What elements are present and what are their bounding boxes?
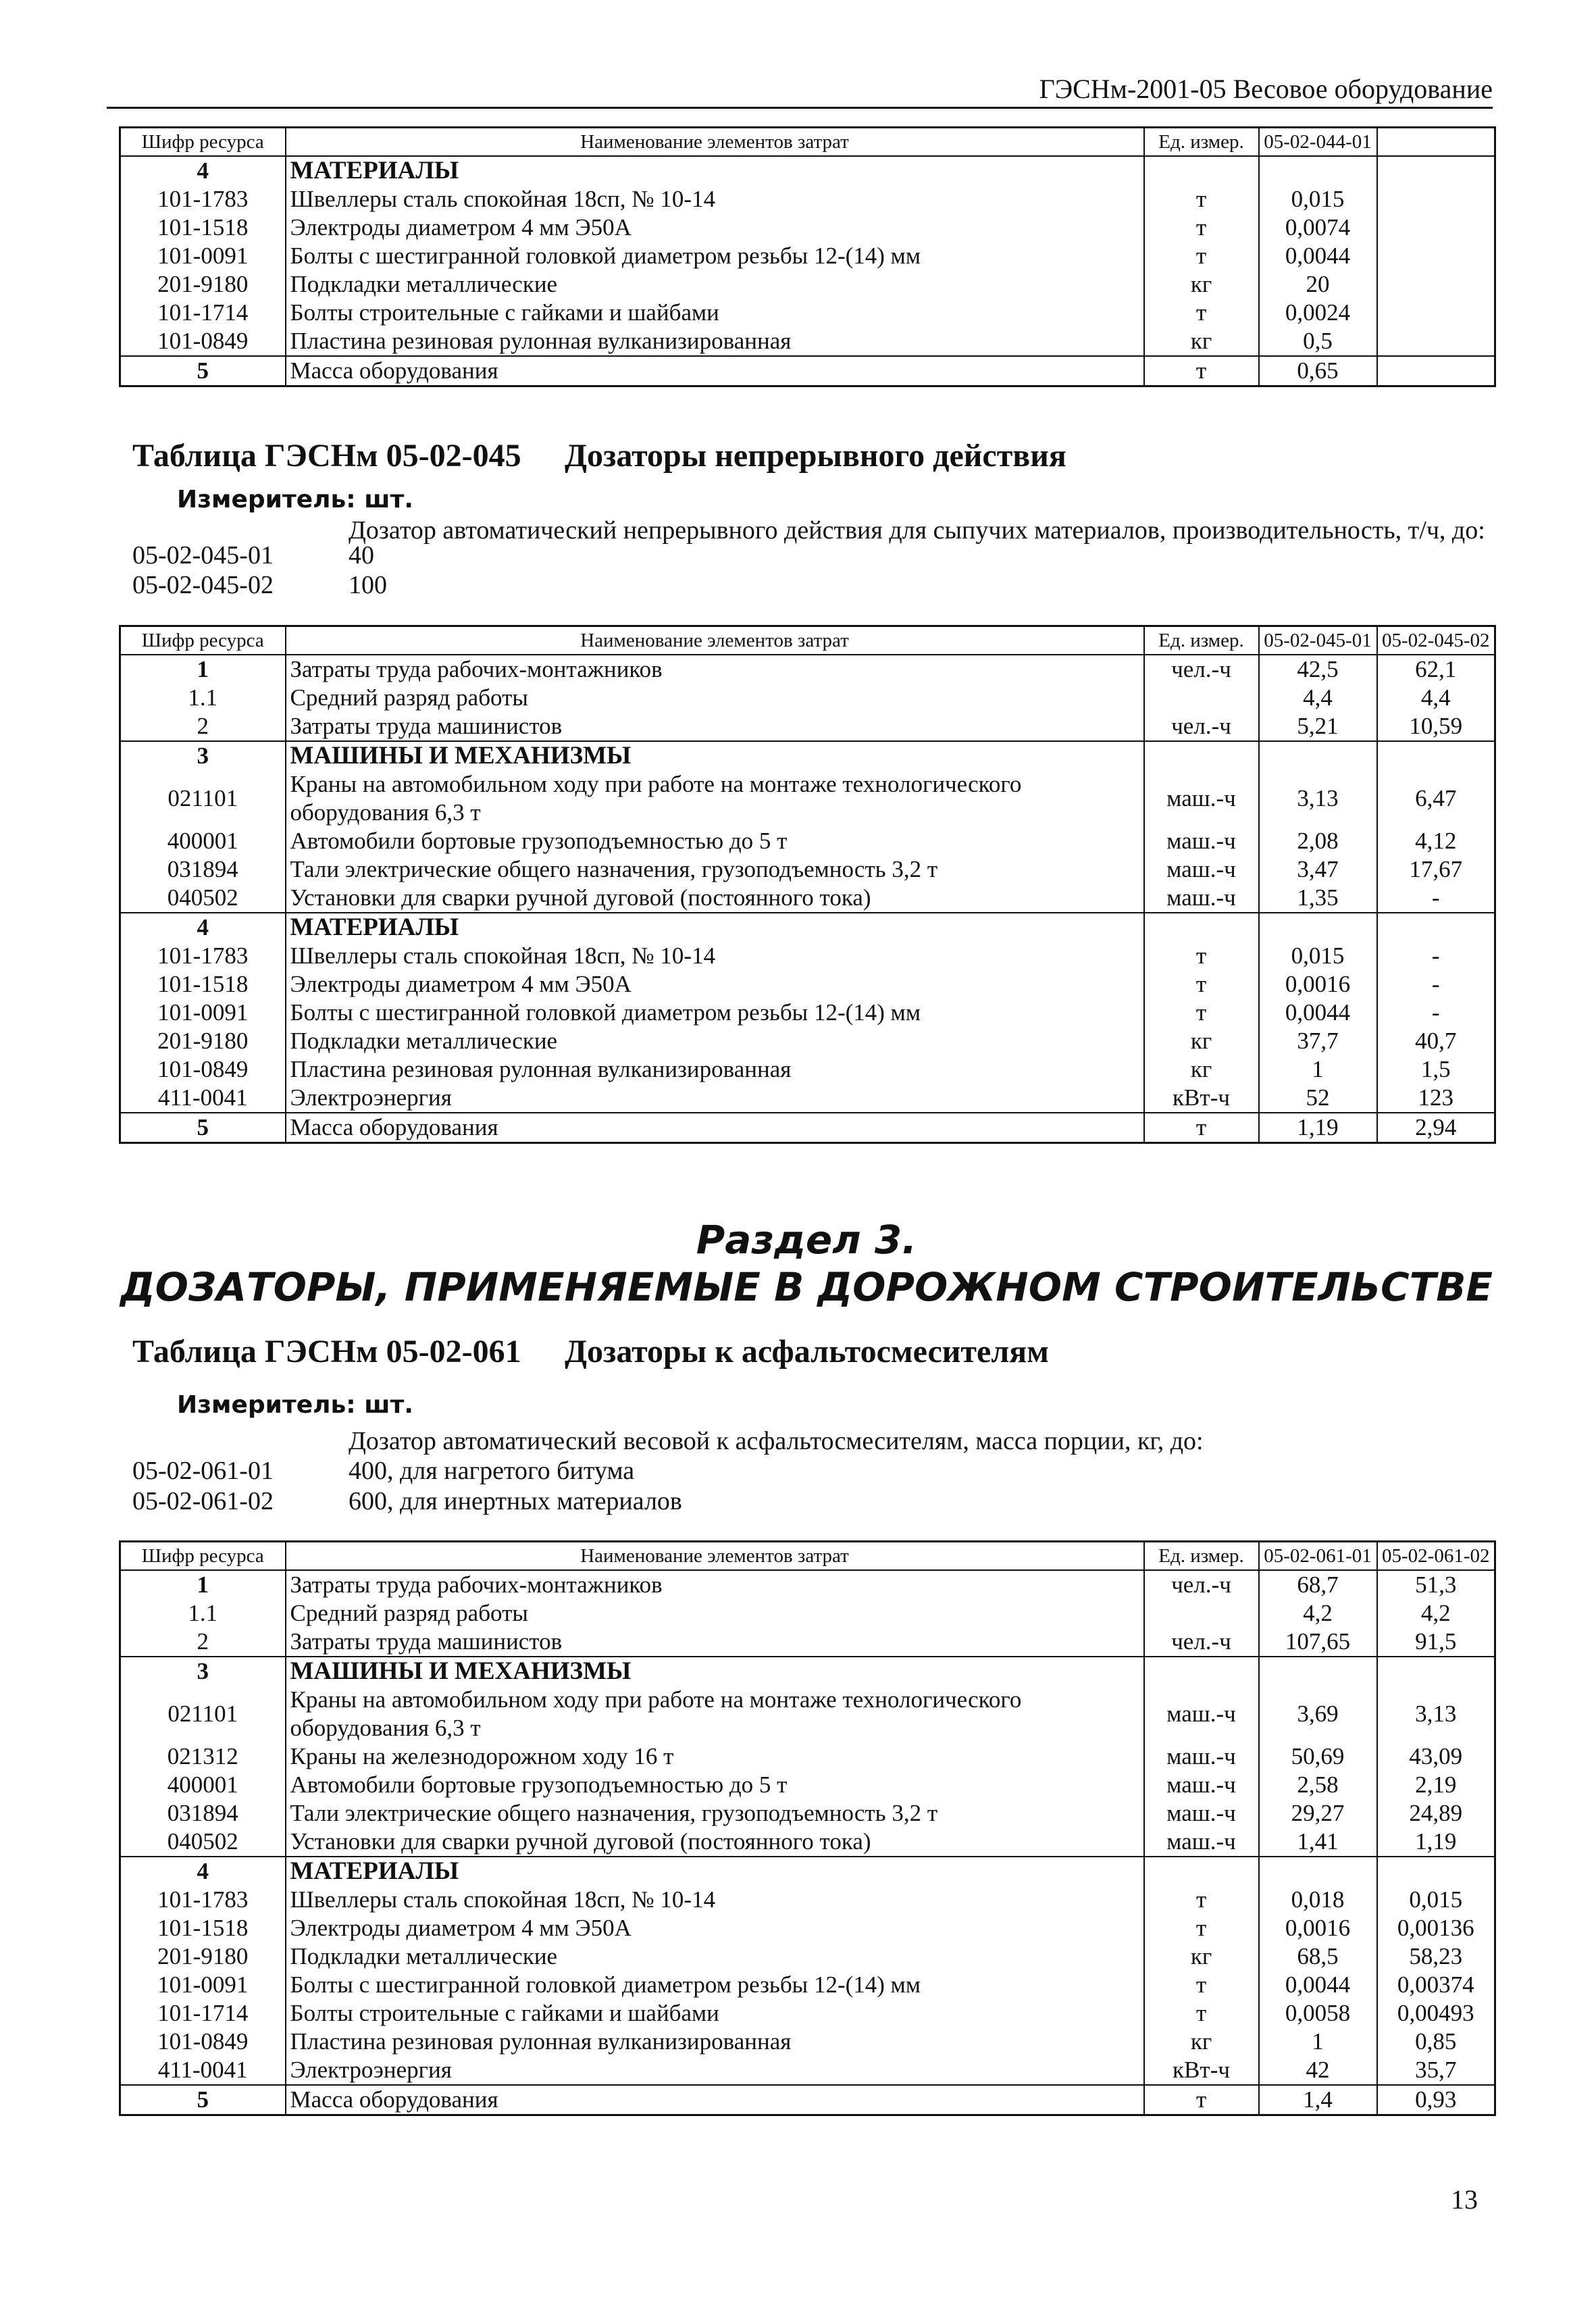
table-row (120, 1599, 1495, 1628)
cell-name: Электроэнергия (286, 2056, 1144, 2085)
table-row (120, 999, 1495, 1027)
cell-value-1 (1259, 1657, 1377, 1686)
cell-value-1: 4,2 (1259, 1599, 1377, 1628)
cell-unit: маш.-ч (1144, 855, 1259, 884)
cell-unit: т (1144, 942, 1259, 970)
cell-value-1: 0,015 (1259, 185, 1377, 213)
cell-value-1: 0,0024 (1259, 299, 1377, 327)
cell-name: Болты с шестигранной головкой диаметром резьбы 12-(14) мм (286, 242, 1144, 270)
cell-code: 040502 (120, 884, 286, 913)
cell-value-1: 1 (1259, 2028, 1377, 2056)
table-row (120, 1657, 1495, 1686)
cell-code: 101-0849 (120, 1055, 286, 1084)
cell-unit (1144, 1657, 1259, 1686)
variant-text: 40 (349, 541, 374, 570)
cell-code: 1.1 (120, 1599, 286, 1628)
cell-value-2: 40,7 (1377, 1027, 1495, 1055)
section-label: Раздел 3. (696, 1217, 917, 1263)
cell-unit: т (1144, 213, 1259, 242)
cell-unit: маш.-ч (1144, 770, 1259, 827)
col-header-empty (1377, 128, 1495, 157)
cell-value-1: 1,35 (1259, 884, 1377, 913)
cell-unit: маш.-ч (1144, 1686, 1259, 1742)
table-061-number: Таблица ГЭСНм 05-02-061 (132, 1334, 521, 1369)
cell-value-2 (1377, 299, 1495, 327)
cell-name: МАТЕРИАЛЫ (286, 156, 1144, 185)
table-row (120, 913, 1495, 942)
cell-code: 021101 (120, 770, 286, 827)
cell-value-2: 2,19 (1377, 1771, 1495, 1799)
variant-code: 05-02-045-02 (132, 571, 274, 599)
cell-value-2: 91,5 (1377, 1628, 1495, 1657)
cell-code: 101-1518 (120, 1914, 286, 1942)
cell-value-1: 1,19 (1259, 1113, 1377, 1143)
cell-unit: маш.-ч (1144, 1771, 1259, 1799)
cell-name: МАТЕРИАЛЫ (286, 913, 1144, 942)
cell-code: 4 (120, 913, 286, 942)
cell-value-1: 0,018 (1259, 1886, 1377, 1914)
cell-value-1: 0,0044 (1259, 999, 1377, 1027)
cell-value-2: - (1377, 999, 1495, 1027)
cell-value-2 (1377, 1857, 1495, 1886)
cell-name: Автомобили бортовые грузоподъемностью до 5 т (286, 1771, 1144, 1799)
cell-value-1: 0,0016 (1259, 970, 1377, 999)
cell-value-2 (1377, 741, 1495, 770)
cell-code: 3 (120, 741, 286, 770)
cell-code: 4 (120, 1857, 286, 1886)
cell-value-1: 107,65 (1259, 1628, 1377, 1657)
cell-code: 101-1783 (120, 185, 286, 213)
cell-unit (1144, 741, 1259, 770)
table-row (120, 2056, 1495, 2085)
cell-name: Краны на автомобильном ходу при работе на монтаже технологического оборудования 6,3 т (286, 770, 1144, 827)
table-row (120, 2028, 1495, 2056)
cell-value-1: 29,27 (1259, 1799, 1377, 1828)
cell-name: Пластина резиновая рулонная вулканизированная (286, 1055, 1144, 1084)
cell-name: Установки для сварки ручной дуговой (постоянного тока) (286, 1828, 1144, 1857)
table-row (120, 1628, 1495, 1657)
cell-value-1: 0,0016 (1259, 1914, 1377, 1942)
cell-unit: маш.-ч (1144, 1799, 1259, 1828)
cell-value-1: 68,7 (1259, 1570, 1377, 1599)
cell-code: 1.1 (120, 684, 286, 712)
cell-value-1 (1259, 156, 1377, 185)
table-061-name: Дозаторы к асфальтосмесителям (565, 1334, 1049, 1369)
cell-code: 040502 (120, 1828, 286, 1857)
table-row (120, 156, 1495, 185)
cell-value-2: 0,85 (1377, 2028, 1495, 2056)
cell-unit: т (1144, 2085, 1259, 2115)
table-row (120, 884, 1495, 913)
table-row (120, 1055, 1495, 1084)
cell-name: Затраты труда рабочих-монтажников (286, 655, 1144, 684)
variant-text: 600, для инертных материалов (349, 1487, 682, 1515)
cell-unit (1144, 913, 1259, 942)
cell-value-1 (1259, 913, 1377, 942)
cell-value-1: 50,69 (1259, 1742, 1377, 1771)
cell-value-2: 62,1 (1377, 655, 1495, 684)
cell-value-1: 1,41 (1259, 1828, 1377, 1857)
cell-name: Электроды диаметром 4 мм Э50А (286, 970, 1144, 999)
cell-value-1: 0,65 (1259, 356, 1377, 386)
cell-name: Тали электрические общего назначения, грузоподъемность 3,2 т (286, 1799, 1144, 1828)
cell-name: Тали электрические общего назначения, грузоподъемность 3,2 т (286, 855, 1144, 884)
cell-value-1: 0,0058 (1259, 1999, 1377, 2028)
cell-name: Подкладки металлические (286, 1027, 1144, 1055)
cell-code: 400001 (120, 1771, 286, 1799)
cell-name: Швеллеры сталь спокойная 18сп, № 10-14 (286, 185, 1144, 213)
cell-value-1: 68,5 (1259, 1942, 1377, 1971)
cell-name: Установки для сварки ручной дуговой (постоянного тока) (286, 884, 1144, 913)
cell-value-1 (1259, 741, 1377, 770)
cell-code: 101-1518 (120, 970, 286, 999)
cell-unit: чел.-ч (1144, 712, 1259, 741)
col-header-unit: Ед. измер. (1144, 1542, 1259, 1571)
cell-unit: т (1144, 1999, 1259, 2028)
table-05-02-045 (119, 625, 1496, 1144)
cell-value-2: 58,23 (1377, 1942, 1495, 1971)
cell-value-2 (1377, 1657, 1495, 1686)
cell-name: Швеллеры сталь спокойная 18сп, № 10-14 (286, 942, 1144, 970)
col-header-code: Шифр ресурса (120, 128, 286, 157)
cell-code: 2 (120, 712, 286, 741)
cell-value-2 (1377, 270, 1495, 299)
table-05-02-044 (119, 126, 1496, 387)
cell-unit: маш.-ч (1144, 884, 1259, 913)
cell-value-1: 42,5 (1259, 655, 1377, 684)
table-045-variant-2 (132, 570, 387, 600)
cell-code: 411-0041 (120, 1084, 286, 1113)
section-title: ДОЗАТОРЫ, ПРИМЕНЯЕМЫЕ В ДОРОЖНОМ СТРОИТЕЛЬСТВЕ (120, 1264, 1493, 1310)
cell-unit: кг (1144, 1027, 1259, 1055)
col-header-variant-2: 05-02-045-02 (1377, 626, 1495, 655)
cell-code: 101-0849 (120, 2028, 286, 2056)
cell-name: МАШИНЫ И МЕХАНИЗМЫ (286, 1657, 1144, 1686)
table-row (120, 1886, 1495, 1914)
cell-unit: кг (1144, 327, 1259, 356)
cell-value-1: 5,21 (1259, 712, 1377, 741)
table-header-row (120, 1542, 1495, 1571)
cell-name: Подкладки металлические (286, 270, 1144, 299)
cell-unit: т (1144, 242, 1259, 270)
cell-value-2: 51,3 (1377, 1570, 1495, 1599)
table-row (120, 655, 1495, 684)
cell-unit: т (1144, 356, 1259, 386)
table-row (120, 327, 1495, 356)
cell-value-2: 2,94 (1377, 1113, 1495, 1143)
table-row (120, 1570, 1495, 1599)
cell-name: Затраты труда рабочих-монтажников (286, 1570, 1144, 1599)
cell-unit (1144, 156, 1259, 185)
cell-value-2 (1377, 185, 1495, 213)
table-045-description: Дозатор автоматический непрерывного действия для сыпучих материалов, производительность, т/ч, до: (349, 516, 1485, 545)
table-row (120, 1027, 1495, 1055)
col-header-code: Шифр ресурса (120, 626, 286, 655)
table-row (120, 1999, 1495, 2028)
table-045-name: Дозаторы непрерывного действия (565, 438, 1066, 474)
cell-value-1: 0,5 (1259, 327, 1377, 356)
cell-value-2 (1377, 327, 1495, 356)
cell-name: Болты строительные с гайками и шайбами (286, 299, 1144, 327)
cell-code: 5 (120, 2085, 286, 2115)
table-row (120, 970, 1495, 999)
cell-name: Краны на железнодорожном ходу 16 т (286, 1742, 1144, 1771)
cell-name: Средний разряд работы (286, 1599, 1144, 1628)
cell-unit: чел.-ч (1144, 1570, 1259, 1599)
cell-unit: кВт-ч (1144, 1084, 1259, 1113)
cell-value-2: 24,89 (1377, 1799, 1495, 1828)
table-row (120, 299, 1495, 327)
cell-code: 101-0091 (120, 242, 286, 270)
cell-value-2 (1377, 156, 1495, 185)
cell-value-1: 3,47 (1259, 855, 1377, 884)
cell-value-1: 37,7 (1259, 1027, 1377, 1055)
cell-unit (1144, 1857, 1259, 1886)
table-row (120, 2085, 1495, 2115)
cell-code: 101-1518 (120, 213, 286, 242)
table-row (120, 1857, 1495, 1886)
cell-code: 201-9180 (120, 270, 286, 299)
cell-name: Масса оборудования (286, 356, 1144, 386)
cell-name: Электроды диаметром 4 мм Э50А (286, 213, 1144, 242)
cell-name: Электроэнергия (286, 1084, 1144, 1113)
cell-value-2: 3,13 (1377, 1686, 1495, 1742)
table-05-02-061 (119, 1540, 1496, 2116)
table-row (120, 185, 1495, 213)
cell-value-1: 52 (1259, 1084, 1377, 1113)
cell-name: Болты с шестигранной головкой диаметром резьбы 12-(14) мм (286, 1971, 1144, 1999)
col-header-code: Шифр ресурса (120, 1542, 286, 1571)
cell-code: 101-1714 (120, 1999, 286, 2028)
cell-code: 1 (120, 1570, 286, 1599)
table-row (120, 1084, 1495, 1113)
table-061-description: Дозатор автоматический весовой к асфальтосмесителям, масса порции, кг, до: (349, 1427, 1204, 1455)
table-row (120, 770, 1495, 827)
variant-text: 400, для нагретого битума (349, 1457, 635, 1485)
cell-code: 201-9180 (120, 1942, 286, 1971)
table-row (120, 684, 1495, 712)
cell-unit: т (1144, 1971, 1259, 1999)
cell-code: 101-1783 (120, 1886, 286, 1914)
cell-value-2: 0,00374 (1377, 1971, 1495, 1999)
cell-value-1: 2,08 (1259, 827, 1377, 855)
cell-name: Электроды диаметром 4 мм Э50А (286, 1914, 1144, 1942)
cell-value-2 (1377, 213, 1495, 242)
cell-unit: т (1144, 1914, 1259, 1942)
page-number: 13 (1451, 2184, 1478, 2215)
cell-code: 1 (120, 655, 286, 684)
cell-code: 021101 (120, 1686, 286, 1742)
cell-unit: т (1144, 299, 1259, 327)
cell-value-1: 20 (1259, 270, 1377, 299)
running-header: ГЭСНм-2001-05 Весовое оборудование (107, 73, 1493, 109)
cell-code: 031894 (120, 855, 286, 884)
cell-value-2: - (1377, 942, 1495, 970)
cell-unit: кг (1144, 1942, 1259, 1971)
cell-unit: маш.-ч (1144, 1828, 1259, 1857)
cell-code: 3 (120, 1657, 286, 1686)
col-header-name: Наименование элементов затрат (286, 128, 1144, 157)
cell-value-2: 1,19 (1377, 1828, 1495, 1857)
cell-value-1: 1 (1259, 1055, 1377, 1084)
table-row (120, 1971, 1495, 1999)
col-header-name: Наименование элементов затрат (286, 1542, 1144, 1571)
variant-code: 05-02-061-01 (132, 1457, 274, 1485)
table-header-row (120, 626, 1495, 655)
cell-unit (1144, 684, 1259, 712)
table-row (120, 1942, 1495, 1971)
table-row (120, 1686, 1495, 1742)
cell-name: Автомобили бортовые грузоподъемностью до 5 т (286, 827, 1144, 855)
cell-unit: чел.-ч (1144, 655, 1259, 684)
cell-value-2: 35,7 (1377, 2056, 1495, 2085)
variant-code: 05-02-061-02 (132, 1487, 274, 1515)
table-061-variant-1 (132, 1456, 634, 1486)
cell-name: Масса оборудования (286, 1113, 1144, 1143)
cell-value-1: 1,4 (1259, 2085, 1377, 2115)
cell-value-2: 4,4 (1377, 684, 1495, 712)
cell-name: Краны на автомобильном ходу при работе на монтаже технологического оборудования 6,3 т (286, 1686, 1144, 1742)
cell-name: Пластина резиновая рулонная вулканизированная (286, 327, 1144, 356)
cell-name: Затраты труда машинистов (286, 1628, 1144, 1657)
table-045-variant-1 (132, 540, 374, 570)
col-header-unit: Ед. измер. (1144, 626, 1259, 655)
cell-unit: т (1144, 1886, 1259, 1914)
table-header-row (120, 128, 1495, 157)
cell-name: МАТЕРИАЛЫ (286, 1857, 1144, 1886)
table-row (120, 1914, 1495, 1942)
col-header-variant-1: 05-02-044-01 (1259, 128, 1377, 157)
cell-code: 2 (120, 1628, 286, 1657)
cell-value-2: 0,015 (1377, 1886, 1495, 1914)
cell-code: 101-0091 (120, 1971, 286, 1999)
col-header-variant-1: 05-02-061-01 (1259, 1542, 1377, 1571)
cell-name: Средний разряд работы (286, 684, 1144, 712)
cell-name: Швеллеры сталь спокойная 18сп, № 10-14 (286, 1886, 1144, 1914)
cell-value-2: 4,12 (1377, 827, 1495, 855)
cell-value-1: 0,0074 (1259, 213, 1377, 242)
cell-value-1 (1259, 1857, 1377, 1886)
col-header-unit: Ед. измер. (1144, 128, 1259, 157)
table-row (120, 270, 1495, 299)
cell-value-1: 2,58 (1259, 1771, 1377, 1799)
cell-unit: кВт-ч (1144, 2056, 1259, 2085)
cell-name: Масса оборудования (286, 2085, 1144, 2115)
cell-code: 101-0091 (120, 999, 286, 1027)
col-header-variant-2: 05-02-061-02 (1377, 1542, 1495, 1571)
table-row (120, 213, 1495, 242)
cell-code: 101-0849 (120, 327, 286, 356)
col-header-variant-1: 05-02-045-01 (1259, 626, 1377, 655)
cell-unit: маш.-ч (1144, 1742, 1259, 1771)
table-061-title (132, 1332, 1049, 1372)
cell-value-1: 0,0044 (1259, 242, 1377, 270)
table-row (120, 356, 1495, 386)
table-row (120, 1742, 1495, 1771)
cell-name: Пластина резиновая рулонная вулканизированная (286, 2028, 1144, 2056)
cell-value-1: 3,13 (1259, 770, 1377, 827)
cell-code: 201-9180 (120, 1027, 286, 1055)
cell-code: 5 (120, 356, 286, 386)
cell-code: 4 (120, 156, 286, 185)
cell-unit: т (1144, 185, 1259, 213)
table-061-variant-2 (132, 1486, 682, 1516)
cell-unit: чел.-ч (1144, 1628, 1259, 1657)
table-row (120, 827, 1495, 855)
cell-value-2: 17,67 (1377, 855, 1495, 884)
cell-unit: т (1144, 1113, 1259, 1143)
table-045-number: Таблица ГЭСНм 05-02-045 (132, 438, 521, 474)
cell-name: Затраты труда машинистов (286, 712, 1144, 741)
cell-name: Болты с шестигранной головкой диаметром резьбы 12-(14) мм (286, 999, 1144, 1027)
cell-value-2: 1,5 (1377, 1055, 1495, 1084)
cell-value-2: 6,47 (1377, 770, 1495, 827)
cell-value-1: 3,69 (1259, 1686, 1377, 1742)
cell-value-2: 43,09 (1377, 1742, 1495, 1771)
cell-code: 101-1783 (120, 942, 286, 970)
table-row (120, 712, 1495, 741)
cell-code: 031894 (120, 1799, 286, 1828)
cell-value-2: 123 (1377, 1084, 1495, 1113)
cell-name: Болты строительные с гайками и шайбами (286, 1999, 1144, 2028)
table-row (120, 1828, 1495, 1857)
table-045-title (132, 436, 1066, 476)
cell-name: Подкладки металлические (286, 1942, 1144, 1971)
cell-code: 400001 (120, 827, 286, 855)
cell-value-2: 10,59 (1377, 712, 1495, 741)
variant-text: 100 (349, 571, 387, 599)
cell-value-2: 0,00493 (1377, 1999, 1495, 2028)
cell-unit: кг (1144, 1055, 1259, 1084)
cell-unit (1144, 1599, 1259, 1628)
table-row (120, 242, 1495, 270)
cell-value-2: 4,2 (1377, 1599, 1495, 1628)
table-061-measure: Измеритель: шт. (177, 1391, 413, 1419)
cell-code: 411-0041 (120, 2056, 286, 2085)
table-row (120, 942, 1495, 970)
cell-value-2: - (1377, 970, 1495, 999)
table-row (120, 741, 1495, 770)
cell-value-1: 42 (1259, 2056, 1377, 2085)
cell-unit: кг (1144, 270, 1259, 299)
cell-unit: маш.-ч (1144, 827, 1259, 855)
table-row (120, 855, 1495, 884)
cell-value-2 (1377, 913, 1495, 942)
cell-value-2 (1377, 242, 1495, 270)
cell-unit: кг (1144, 2028, 1259, 2056)
table-045-measure: Измеритель: шт. (177, 486, 413, 513)
cell-value-1: 4,4 (1259, 684, 1377, 712)
cell-code: 5 (120, 1113, 286, 1143)
variant-code: 05-02-045-01 (132, 541, 274, 570)
cell-value-2 (1377, 356, 1495, 386)
cell-unit: т (1144, 999, 1259, 1027)
cell-code: 101-1714 (120, 299, 286, 327)
table-row (120, 1771, 1495, 1799)
cell-value-2: - (1377, 884, 1495, 913)
cell-unit: т (1144, 970, 1259, 999)
cell-name: МАШИНЫ И МЕХАНИЗМЫ (286, 741, 1144, 770)
cell-value-2: 0,93 (1377, 2085, 1495, 2115)
cell-value-2: 0,00136 (1377, 1914, 1495, 1942)
cell-value-1: 0,0044 (1259, 1971, 1377, 1999)
cell-value-1: 0,015 (1259, 942, 1377, 970)
table-row (120, 1799, 1495, 1828)
col-header-name: Наименование элементов затрат (286, 626, 1144, 655)
cell-code: 021312 (120, 1742, 286, 1771)
table-row (120, 1113, 1495, 1143)
